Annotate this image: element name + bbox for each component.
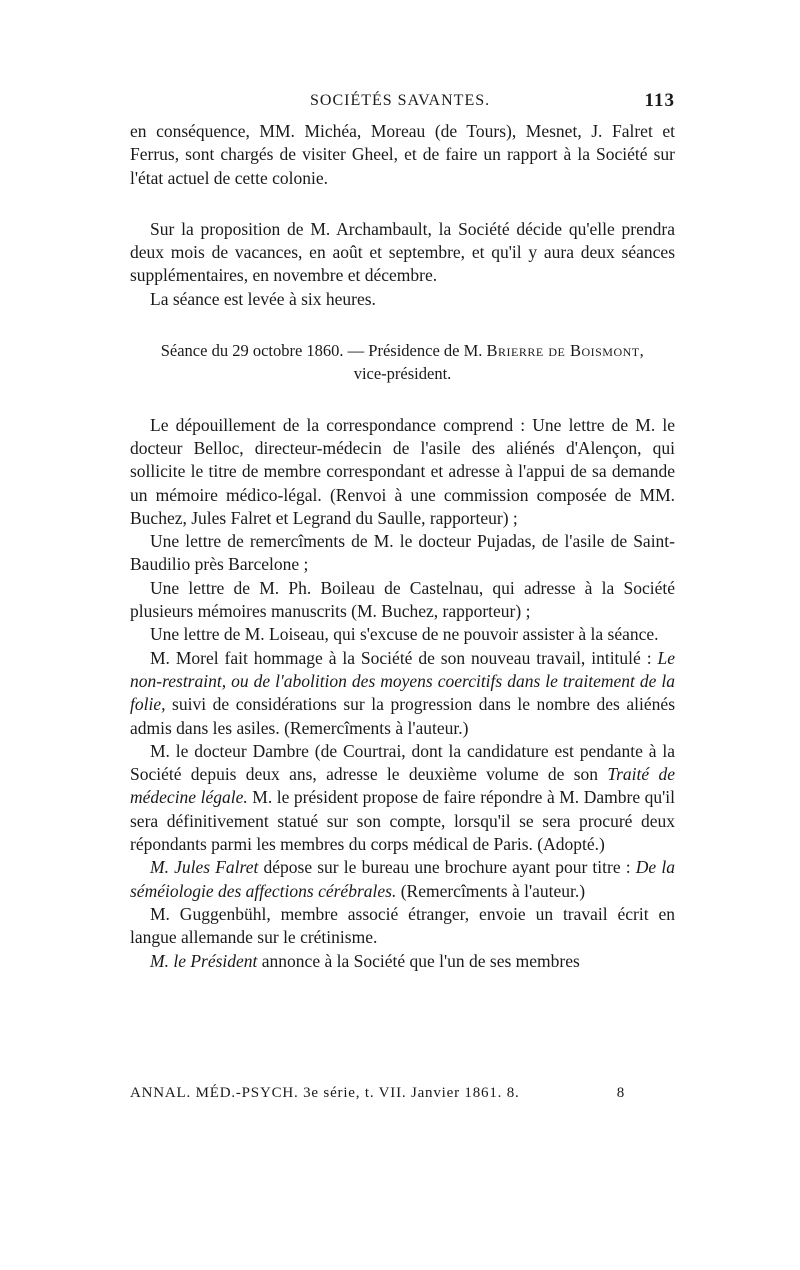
president-name: M. le Président	[150, 950, 258, 971]
paragraph-boileau: Une lettre de M. Ph. Boileau de Castelnau, qui adresse à la Société plusieurs mémoires manuscrits (M. Buchez, rapporteur) ;	[130, 577, 675, 622]
paragraph-correspondance: Le dépouillement de la correspondance comprend : Une lettre de M. le docteur Belloc, directeur-médecin de l'asile des aliénés d'Alençon, qui sollicite le titre de membre correspondant et adresse à l'appui de sa demande un mémoire médico-légal. (Renvoi à une commission composée de MM. Buchez, Jules Falret et Legrand du Saulle, rapporteur) ;	[130, 414, 675, 528]
paragraph-falret	[130, 856, 675, 903]
dambre-lead: M. le docteur Dambre (de Courtrai, dont la candidature est pendante à la Société depuis deux ans, adresse le deuxième volume de son	[130, 740, 675, 785]
seance-heading	[130, 339, 675, 386]
paragraph-president	[130, 950, 675, 973]
page-number: 113	[644, 90, 675, 111]
paragraph-pujadas: Une lettre de remercîments de M. le docteur Pujadas, de l'asile de Saint-Baudilio près Barcelone ;	[130, 531, 675, 575]
president-tail: annonce à la Société que l'un de ses membres	[257, 950, 580, 971]
falret-name: M. Jules Falret	[150, 857, 259, 878]
falret-lead: dépose sur le bureau une brochure ayant pour titre :	[258, 857, 636, 878]
paragraph-morel	[130, 647, 675, 740]
body-text	[130, 120, 675, 973]
footer-signature: 8	[616, 1085, 625, 1101]
paragraph-loiseau: Une lettre de M. Loiseau, qui s'excuse de ne pouvoir assister à la séance.	[150, 624, 659, 645]
paragraph-dambre	[130, 740, 675, 856]
seance-role: vice-président.	[353, 364, 452, 384]
seance-intro: Séance du 29 octobre 1860. — Présidence de M.	[160, 341, 487, 361]
falret-tail: (Remercîments à l'auteur.)	[396, 880, 586, 901]
paragraph-levee: La séance est levée à six heures.	[150, 288, 376, 309]
seance-line-1	[130, 339, 675, 362]
footer-journal: ANNAL. MÉD.-PSYCH. 3e série, t. VII. Janvier 1861. 8.	[130, 1085, 520, 1101]
paragraph-vacances: Sur la proposition de M. Archambault, la Société décide qu'elle prendra deux mois de vacances, en août et septembre, et qu'il y aura deux séances supplémentaires, en novembre et décembre.	[130, 218, 675, 286]
falret-title: De la séméiologie des affections cérébrales.	[130, 857, 675, 901]
dambre-title: Traité de médecine légale.	[130, 764, 675, 808]
seance-president-name: Brierre de Boismont,	[486, 341, 645, 361]
dambre-tail: M. le président propose de faire répondre à M. Dambre qu'il sera définitivement statué sur son compte, lorsqu'il se sera procuré deux répondants parmi les membres du corps médical de Paris. (Adopté.)	[130, 787, 675, 855]
running-title: SOCIÉTÉS SAVANTES.	[310, 92, 491, 109]
morel-tail: suivi de considérations sur la progression dans le nombre des aliénés admis dans les asiles. (Remercîments à l'auteur.)	[130, 694, 675, 738]
footer	[130, 1085, 675, 1102]
page	[130, 90, 675, 1101]
morel-title: Le non-restraint, ou de l'abolition des moyens coercitifs dans le traitement de la folie,	[130, 647, 675, 715]
paragraph-gheel: en conséquence, MM. Michéa, Moreau (de Tours), Mesnet, J. Falret et Ferrus, sont chargés de visiter Gheel, et de faire un rapport à la Société sur l'état actuel de cette colonie.	[130, 121, 675, 188]
running-head	[130, 90, 675, 120]
morel-lead: M. Morel fait hommage à la Société de son nouveau travail, intitulé :	[150, 647, 658, 668]
paragraph-guggenbuhl: M. Guggenbühl, membre associé étranger, envoie un travail écrit en langue allemande sur le crétinisme.	[130, 903, 675, 948]
